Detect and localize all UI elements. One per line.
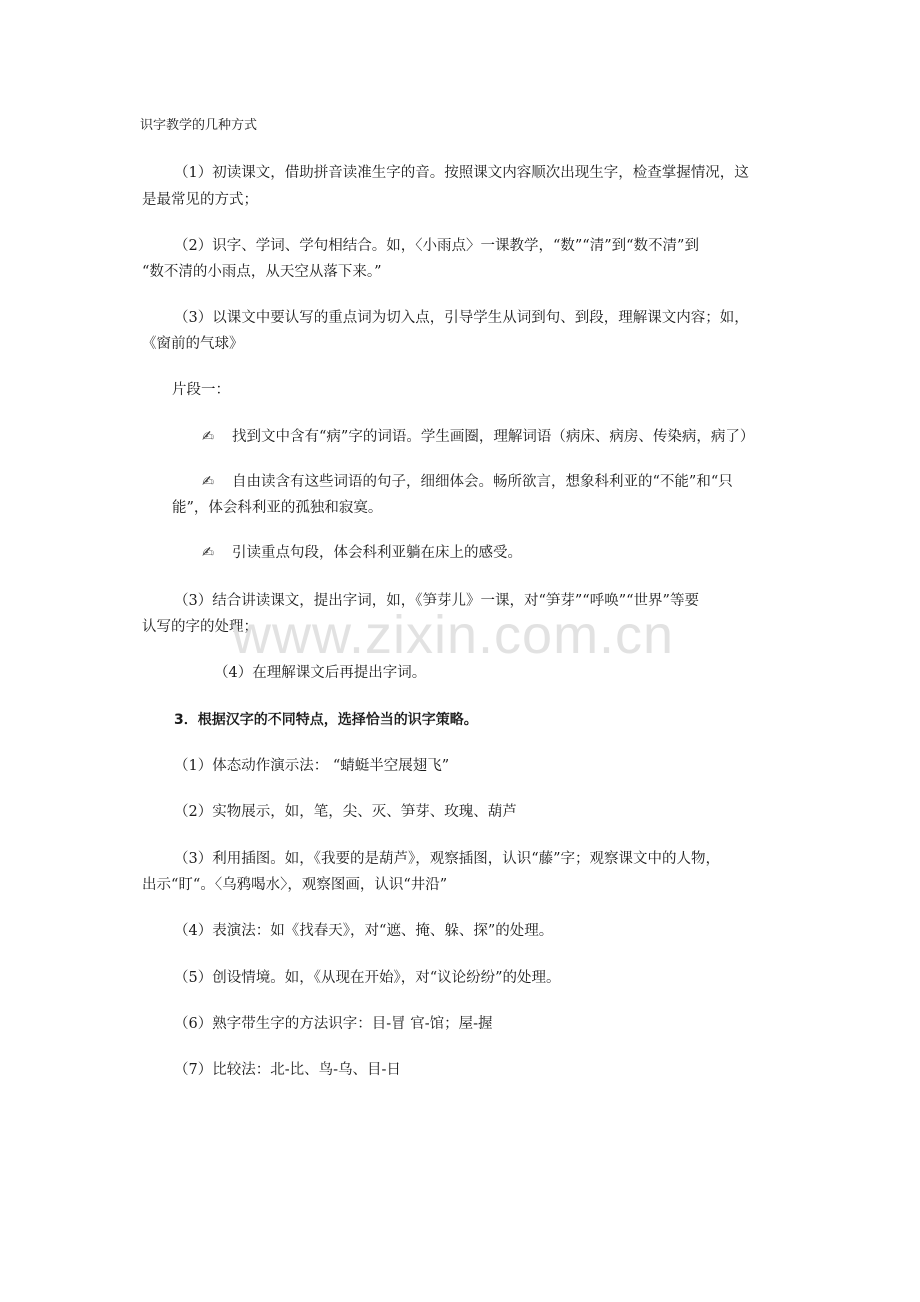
strategy-2: （2）实物展示，如，笔，尖、灭、笋芽、玫瑰、葫芦: [174, 804, 517, 820]
strategy-1: （1）体态动作演示法： “蜻蜓半空展翅飞”: [174, 758, 450, 774]
bullet-item-2-text: 自由读含有这些词语的句子，细细体会。畅所欲言，想象科利亚的“不能”和“只: [232, 474, 733, 490]
strategy-3-line-2: 出示“盯“。〈乌鸦喝水〉，观察图画，认识“井沿”: [142, 877, 448, 893]
paragraph-4-line-2: 认写的字的处理；: [142, 619, 258, 635]
bullet-item-2-continuation: 能”，体会科利亚的孤独和寂寞。: [172, 500, 383, 516]
bullet-item-1-text: 找到文中含有“病”字的词语。学生画圈，理解词语（病床、病房、传染病，病了）: [232, 429, 755, 445]
strategy-7: （7）比较法：北-比、鸟-乌、目-日: [174, 1062, 401, 1078]
paragraph-4-line-1: （3）结合讲读课文，提出字词，如，《笋芽儿》一课，对“笋芽”“呼唤”“世界”等要: [174, 593, 699, 609]
watermark: www.zixin.com.cn: [232, 605, 675, 665]
bullet-item-1: [202, 426, 754, 448]
paragraph-5: （4）在理解课文后再提出字词。: [214, 665, 427, 681]
writing-hand-icon: ✍: [202, 474, 215, 490]
paragraph-2-line-1: （2）识字、学词、学句相结合。如，〈小雨点〉一课教学，“数”“清”到“数不清”到: [174, 238, 699, 254]
writing-hand-icon: ✍: [202, 545, 215, 561]
paragraph-2-line-2: “数不清的小雨点，从天空从落下来。”: [142, 264, 382, 280]
strategy-4: （4）表演法：如《找春天》，对“遮、掩、躲、探”的处理。: [174, 923, 554, 939]
section-heading-3: 3．根据汉字的不同特点，选择恰当的识字策略。: [174, 712, 478, 728]
bullet-item-3: [202, 542, 522, 564]
strategy-5: （5）创设情境。如，《从现在开始》，对“议论纷纷”的处理。: [174, 970, 561, 986]
strategy-6: （6）熟字带生字的方法识字：目-冒 官-馆；屋-握: [174, 1016, 493, 1032]
paragraph-1-line-2: 是最常见的方式；: [142, 192, 258, 208]
bullet-item-2: [202, 471, 733, 493]
document-title: 识字教学的几种方式: [140, 118, 258, 133]
bullet-item-3-text: 引读重点句段，体会科利亚躺在床上的感受。: [232, 545, 522, 561]
paragraph-3-line-1: （3）以课文中要认写的重点词为切入点，引导学生从词到句、到段，理解课文内容；如，: [174, 310, 749, 326]
fragment-label: 片段一：: [172, 382, 230, 398]
paragraph-3-line-2: 《窗前的气球》: [142, 336, 244, 352]
paragraph-1-line-1: （1）初读课文，借助拼音读准生字的音。按照课文内容顺次出现生字，检查掌握情况，这: [174, 165, 749, 181]
writing-hand-icon: ✍: [202, 429, 215, 445]
strategy-3-line-1: （3）利用插图。如，《我要的是葫芦》，观察插图，认识“藤”字；观察课文中的人物，: [174, 851, 721, 867]
